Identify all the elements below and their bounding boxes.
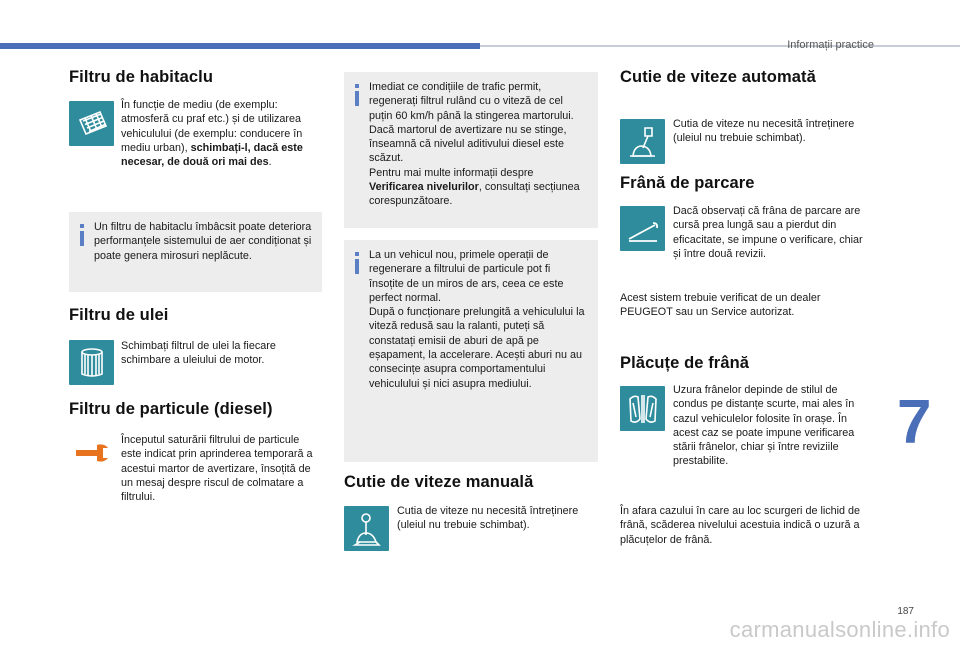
brake-pads-text: Uzura frânelor depinde de stilul de condus pe distanțe scurte, mai ales în cazul vehiculelor folosite în orașe. În acest caz se poate impune verificarea stării frânelor, chiar și între reviziile prestabilite. (673, 384, 855, 468)
page-number: 187 (897, 606, 914, 617)
parking-brake-icon (620, 206, 665, 251)
brake-pads-icon (620, 386, 665, 431)
new-vehicle-note: La un vehicul nou, primele operații de regenerare a filtrului de particule pot fi însoțite de un miros de ars, ceea ce este perfect normal. După o funcționare prelungită a vehiculului la viteză redusă sau la ralanti, puteți să constatați emisii de aburi de apă pe eșapament, la accelerare. Acești aburi nu au consecințe asupra comportamentului vehiculului și nici asupra mediului. (344, 240, 598, 462)
particle-filter-heading: Filtru de particule (diesel) (69, 400, 273, 418)
info-icon (353, 84, 363, 106)
brake-fluid-text: În afara cazului în care au loc scurgeri de lichid de frână, scăderea nivelului acestuia indică o uzură a plăcuțelor de frână. (620, 505, 861, 546)
parking-brake-text: Dacă observați că frâna de parcare are cursă prea lungă sau a pierdut din eficacitate, se impune o verificare, chiar și între două revizii. (673, 205, 863, 260)
brake-pads-heading: Plăcuțe de frână (620, 354, 750, 372)
particle-filter-text: Începutul saturării filtrului de particule este indicat prin aprinderea temporară a acestui martor de avertizare, însoțită de un mesaj despre riscul de colmatare a filtrului. (121, 434, 313, 504)
auto-gearbox-text: Cutia de viteze nu necesită întreținere (uleiul nu trebuie schimbat). (673, 118, 855, 145)
oil-filter-icon (69, 340, 114, 385)
oil-filter-heading: Filtru de ulei (69, 306, 169, 324)
section-title: Informații practice (787, 39, 874, 51)
manual-gearbox-text: Cutia de viteze nu necesită întreținere (uleiul nu trebuie schimbat). (397, 505, 579, 532)
cabin-filter-heading: Filtru de habitaclu (69, 68, 213, 86)
watermark: carmanualsonline.info (729, 617, 950, 642)
cabin-filter-note: Un filtru de habitaclu îmbâcsit poate deteriora performanțele sistemului de aer condiționat și poate genera mirosuri neplăcute. (69, 212, 322, 292)
wrench-warning-icon (73, 440, 113, 466)
info-icon (353, 252, 363, 274)
cabin-filter-icon (69, 101, 114, 146)
manual-gearbox-icon (344, 506, 389, 551)
header-divider (480, 45, 960, 47)
manual-gearbox-heading: Cutie de viteze manuală (344, 473, 534, 491)
header-accent-bar (0, 43, 480, 49)
parking-brake-heading: Frână de parcare (620, 174, 755, 192)
cabin-filter-text: În funcție de mediu (de exemplu: atmosferă cu praf etc.) și de utilizarea vehiculului (de exemplu: conducere în mediu urban), schimbați-l, dacă este necesar, de două ori mai des. (121, 99, 303, 169)
auto-gearbox-heading: Cutie de viteze automată (620, 68, 816, 86)
chapter-number: 7 (897, 388, 932, 457)
oil-filter-text: Schimbați filtrul de ulei la fiecare schimbare a uleiului de motor. (121, 340, 276, 367)
auto-gearbox-icon (620, 119, 665, 164)
parking-brake-dealer-text: Acest sistem trebuie verificat de un dealer PEUGEOT sau un Service autorizat. (620, 292, 821, 319)
info-icon (78, 224, 88, 246)
regeneration-note: Imediat ce condițiile de trafic permit, regenerați filtrul rulând cu o viteză de cel puțin 60 km/h până la stingerea martorului. Dacă martorul de avertizare nu se stinge, înseamnă că nivelul aditivului diesel este scăzut. Pentru mai multe informații despre Verificarea nivelurilor, consultați secțiunea corespunzătoare. (344, 72, 598, 228)
